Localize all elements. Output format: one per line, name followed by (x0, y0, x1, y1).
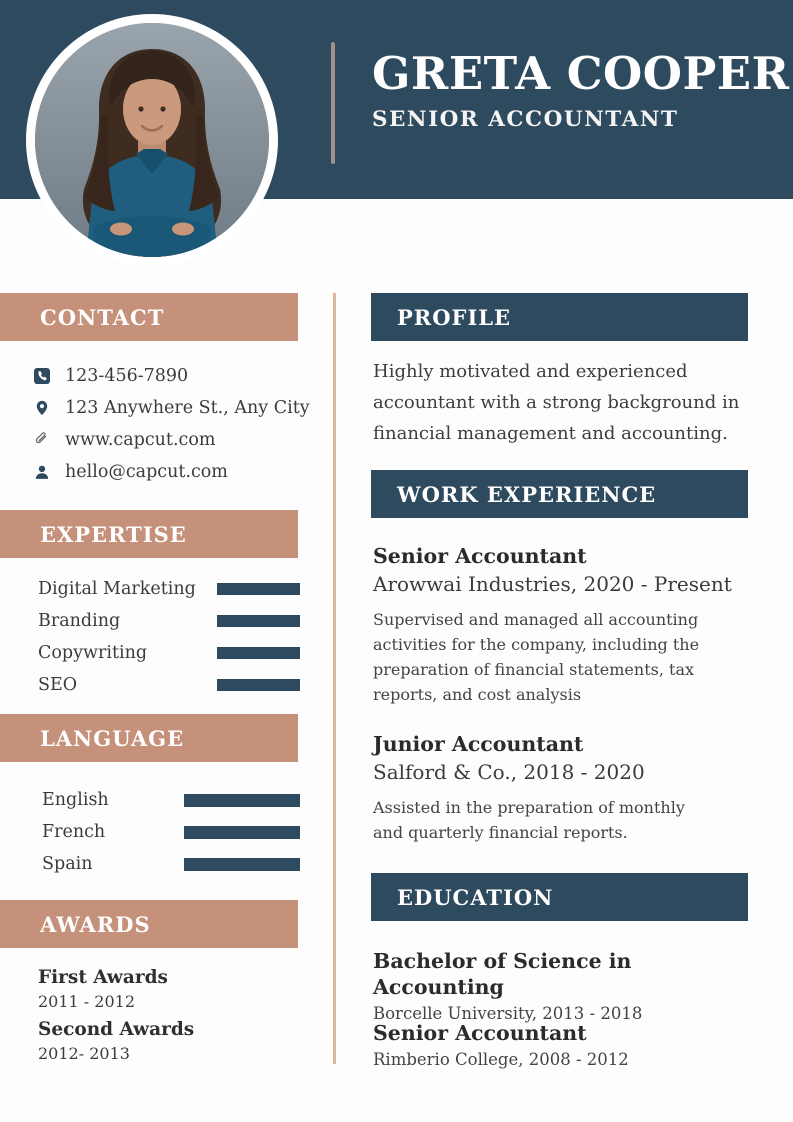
job-company-dates: Salford & Co., 2018 - 2020 (373, 760, 645, 784)
education-school-dates: Borcelle University, 2013 - 2018 (373, 1004, 643, 1023)
job-title: Senior Accountant (373, 544, 587, 568)
award-title: First Awards (38, 967, 168, 988)
job-entry (373, 543, 748, 707)
contact-row-website (33, 424, 299, 456)
language-heading-label: LANGUAGE (40, 725, 185, 751)
skill-row (38, 637, 300, 669)
job-description: Assisted in the preparation of monthly and quarterly financial reports. (373, 798, 685, 842)
avatar-illustration (35, 23, 269, 257)
contact-row-address (33, 392, 310, 424)
contact-heading-label: CONTACT (40, 304, 165, 330)
contact-row-phone (33, 360, 299, 392)
avatar (26, 14, 278, 266)
education-entry (373, 1020, 748, 1071)
location-icon (33, 400, 50, 417)
job-subtitle: SENIOR ACCOUNTANT (372, 107, 679, 132)
language-section-heading (0, 714, 298, 762)
job-company-dates: Arowwai Industries, 2020 - Present (373, 572, 732, 596)
award-item (38, 966, 298, 1013)
language-meter (184, 858, 300, 871)
column-divider-line (333, 293, 336, 1064)
contact-list (33, 360, 310, 488)
job-title: Junior Accountant (373, 732, 584, 756)
education-degree: Senior Accountant (373, 1021, 587, 1045)
website-value: www.capcut.com (65, 430, 216, 450)
skill-label: SEO (38, 675, 78, 695)
awards-section-heading (0, 900, 298, 948)
work-heading-label: WORK EXPERIENCE (397, 481, 657, 507)
skills-list (38, 573, 300, 701)
contact-row-email (33, 456, 299, 488)
header-divider-line (331, 42, 335, 164)
education-school-dates: Rimberio College, 2008 - 2012 (373, 1050, 629, 1069)
skill-row (38, 605, 300, 637)
language-label: Spain (42, 854, 93, 874)
language-label: French (42, 822, 106, 842)
person-icon (33, 464, 50, 481)
contact-section-heading (0, 293, 298, 341)
expertise-section-heading (0, 510, 298, 558)
skill-label: Copywriting (38, 643, 148, 663)
skill-label: Digital Marketing (38, 579, 196, 599)
education-entry (373, 948, 748, 1025)
job-description: Supervised and managed all accounting activities for the company, including the preparation of financial statements, tax reports, and cost analysis (373, 610, 700, 704)
language-meter (184, 826, 300, 839)
education-degree: Bachelor of Science in Accounting (373, 949, 632, 999)
award-item (38, 1018, 298, 1065)
skill-row (38, 669, 300, 701)
link-icon (33, 432, 50, 449)
skill-meter (217, 679, 300, 691)
language-row (42, 848, 300, 880)
profile-heading-label: PROFILE (397, 304, 512, 330)
education-section-heading (371, 873, 748, 921)
profile-section-heading (371, 293, 748, 341)
awards-list (38, 966, 298, 1070)
language-label: English (42, 790, 109, 810)
education-heading-label: EDUCATION (397, 884, 554, 910)
job-entry (373, 731, 748, 845)
email-value: hello@capcut.com (65, 462, 228, 482)
work-section-heading (371, 470, 748, 518)
award-title: Second Awards (38, 1019, 195, 1040)
language-row (42, 784, 300, 816)
phone-value: 123-456-7890 (65, 366, 189, 386)
phone-icon (33, 368, 50, 385)
skill-label: Branding (38, 611, 121, 631)
profile-summary: Highly motivated and experienced accountant with a strong background in financial management and accounting. (373, 361, 740, 444)
language-meter (184, 794, 300, 807)
skill-meter (217, 583, 300, 595)
skill-meter (217, 647, 300, 659)
page-title: GRETA COOPER (372, 47, 790, 100)
awards-heading-label: AWARDS (40, 911, 151, 937)
skill-row (38, 573, 300, 605)
language-row (42, 816, 300, 848)
address-value: 123 Anywhere St., Any City (65, 398, 310, 418)
skill-meter (217, 615, 300, 627)
header-text-block (372, 47, 790, 132)
award-years: 2011 - 2012 (38, 992, 136, 1011)
expertise-heading-label: EXPERTISE (40, 521, 187, 547)
award-years: 2012- 2013 (38, 1044, 130, 1063)
language-list (42, 784, 300, 880)
